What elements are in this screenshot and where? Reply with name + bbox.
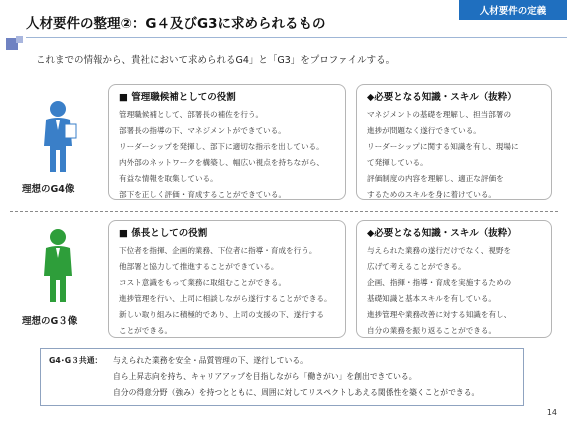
- g3-role-line: 他部署と協力して推進することができている。: [119, 262, 279, 271]
- g3-role-line: 下位者を指揮、企画的業務、下位者に指導・育成を行う。: [119, 246, 317, 255]
- person-icon-g3: [37, 228, 79, 304]
- g3-role-line: ことができる。: [119, 326, 173, 335]
- page-number: 14: [546, 408, 557, 417]
- g3-skills-line: 進捗管理や業務改善に対する知識を有し、: [367, 310, 512, 319]
- g4-role-line: 有益な情報を取集している。: [119, 174, 218, 183]
- g4-skills-line: 評価制度の内容を理解し、適正な評価を: [367, 174, 504, 183]
- g3-role-box: [108, 220, 346, 338]
- g4-role-box: [108, 84, 346, 200]
- g3-label: 理想のG３像: [22, 316, 78, 327]
- g4-skills-line: マネジメントの基礎を理解し、担当部署の: [367, 110, 512, 119]
- person-icon-g4: [37, 100, 79, 174]
- common-line: 自ら上昇志向を持ち、キャリアアップを目指しながら「働きがい」を創出できている。: [113, 372, 417, 381]
- common-line: 与えられた業務を安全・品質管理の下、遂行している。: [113, 356, 308, 365]
- common-line: 自分の得意分野（強み）を持つとともに、周囲に対してリスペクトしあえる関係性を築くことができる。: [113, 388, 480, 397]
- g4-skills-line: リーダーシップに関する知識を有し、現場に: [367, 142, 519, 151]
- g4-skills-box: [356, 84, 552, 200]
- section-divider: [10, 211, 558, 212]
- g3-skills-box: [356, 220, 552, 338]
- g4-role-line: 部署長の指導の下、マネジメントができている。: [119, 126, 286, 135]
- g3-skills-line: 広げて考えることができる。: [367, 262, 466, 271]
- g4-skills-line: て発揮している。: [367, 158, 428, 167]
- g4-role-heading: ■ 管理職候補としての役割: [119, 92, 236, 103]
- g4-skills-line: するためのスキルを身に着けている。: [367, 190, 497, 199]
- g4-label: 理想のG4像: [22, 184, 75, 195]
- g4-skills-line: 進捗が問題なく遂行できている。: [367, 126, 481, 135]
- common-label: G4･G３共通：: [49, 356, 103, 365]
- g3-skills-line: 企画、指揮・指導・育成を実施するための: [367, 278, 512, 287]
- g3-skills-heading: ◆必要となる知識・スキル（抜粋）: [367, 228, 517, 239]
- g3-skills-line: 与えられた業務の遂行だけでなく、視野を: [367, 246, 512, 255]
- g3-role-line: 新しい取り組みに積極的であり、上司の支援の下、遂行する: [119, 310, 325, 319]
- g4-role-line: 管理職候補として、部署長の補佐を行う。: [119, 110, 264, 119]
- g3-role-heading: ■ 係長としての役割: [119, 228, 208, 239]
- g3-role-line: コスト意識をもって業務に取組むことができる。: [119, 278, 287, 287]
- g3-skills-line: 基礎知識と基本スキルを有している。: [367, 294, 497, 303]
- intro-text: これまでの情報から、貴社において求められるG4」と「G3」をプロファイルする。: [36, 55, 396, 66]
- page-title: 人材要件の整理②：G４及びG3に求められるもの: [26, 16, 326, 32]
- title-underline: [26, 37, 567, 38]
- g4-role-line: 部下を正しく評価・育成することができている。: [119, 190, 287, 199]
- g4-role-line: リーダーシップを発揮し、部下に適切な指示を出している。: [119, 142, 324, 151]
- g4-role-line: 内外部のネットワークを構築し、幅広い視点を持ちながら、: [119, 158, 325, 167]
- g3-role-line: 進捗管理を行い、上司に相談しながら遂行することができる。: [119, 294, 332, 303]
- decorative-squares: [6, 36, 26, 54]
- g3-skills-line: 自分の業務を振り返ることができる。: [367, 326, 497, 335]
- common-requirements-box: [40, 348, 524, 406]
- g4-skills-heading: ◆必要となる知識・スキル（抜粋）: [367, 92, 517, 103]
- section-tag: 人材要件の定義: [459, 0, 567, 20]
